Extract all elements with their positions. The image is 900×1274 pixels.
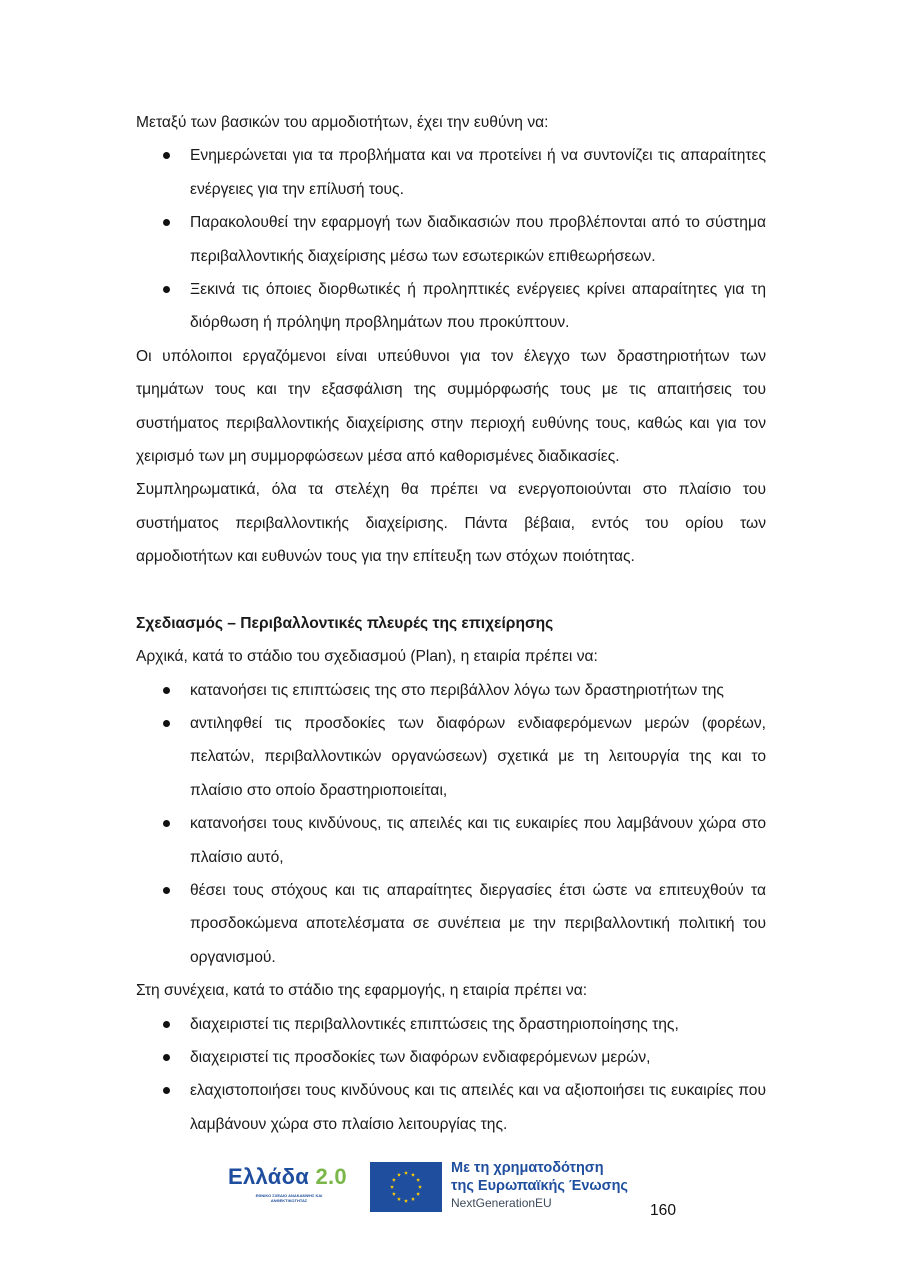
intro-line: Μεταξύ των βασικών του αρμοδιοτήτων, έχει την ευθύνη να:	[136, 114, 549, 131]
do-list	[136, 1008, 766, 1142]
list-item-text: Παρακολουθεί την εφαρμογή των διαδικασιών που προβλέπονται από το σύστημα περιβαλλοντικής διαχείρισης μέσω των εσωτερικών επιθεωρήσεων.	[190, 214, 766, 265]
list-item	[136, 674, 766, 707]
list-item-text: Ενημερώνεται για τα προβλήματα και να προτείνει ή να συντονίζει τις απαραίτητες ενέργειες για την επίλυσή τους.	[190, 147, 766, 198]
bullet-icon	[163, 720, 170, 727]
eu-flag-background	[370, 1162, 442, 1212]
list-item-text: αντιληφθεί τις προσδοκίες των διαφόρων ενδιαφερόμενων μερών (φορέων, πελατών, περιβαλλοντικών οργανώσεων) σχετικά με τη λειτουργία της και το πλαίσιο στο οποίο δραστηριοποιείται,	[190, 714, 766, 799]
list-item-text: ελαχιστοποιήσει τους κινδύνους και τις απειλές και να αξιοποιήσει τις ευκαιρίες που λαμβάνουν χώρα στο πλαίσιο λειτουργίας της.	[190, 1082, 766, 1133]
bullet-icon	[163, 820, 170, 827]
eu-funding-label	[451, 1160, 628, 1211]
bullet-icon	[163, 286, 170, 293]
page-footer	[0, 1158, 900, 1228]
list-item	[136, 1041, 766, 1074]
list-item-text: διαχειριστεί τις προσδοκίες των διαφόρων ενδιαφερόμενων μερών,	[190, 1048, 651, 1066]
list-item	[136, 139, 766, 206]
next-generation-eu-label: NextGenerationEU	[451, 1196, 552, 1210]
bullet-icon	[163, 152, 170, 159]
paragraph-complement: Συμπληρωματικά, όλα τα στελέχη θα πρέπει να ενεργοποιούνται στο πλαίσιο του συστήματος περιβαλλοντικής διαχείρισης. Πάντα βέβαια, εντός του ορίου των αρμοδιοτήτων και ευθυνών τους για την επίτευξη των στόχων ποιότητας.	[136, 481, 766, 566]
bullet-icon	[163, 887, 170, 894]
greece-logo-title	[228, 1164, 347, 1190]
bullet-icon	[163, 1054, 170, 1061]
list-item	[136, 807, 766, 874]
paragraph-employees: Οι υπόλοιποι εργαζόμενοι είναι υπεύθυνοι για τον έλεγχο των δραστηριοτήτων των τμημάτων τους και την εξασφάλιση της συμμόρφωσής τους με τις απαιτήσεις του συστήματος περιβαλλοντικής διαχείρισης στην περιοχή ευθύνης τους, καθώς και για τον χειρισμό των μη συμμορφώσεων μέσα από καθορισμένες διαδικασίες.	[136, 347, 766, 466]
list-item	[136, 273, 766, 340]
list-item-text: κατανοήσει τις επιπτώσεις της στο περιβάλλον λόγω των δραστηριοτήτων της	[190, 681, 724, 699]
plan-intro: Αρχικά, κατά το στάδιο του σχεδιασμού (Plan), η εταιρία πρέπει να:	[136, 648, 598, 666]
eu-funding-line2: της Ευρωπαϊκής Ένωσης	[451, 1177, 628, 1194]
greece-2-0-logo	[228, 1164, 352, 1212]
list-item-text: Ξεκινά τις όποιες διορθωτικές ή προληπτικές ενέργειες κρίνει απαραίτητες για τη διόρθωση ή πρόληψη προβλημάτων που προκύπτουν.	[190, 281, 766, 332]
do-intro: Στη συνέχεια, κατά το στάδιο της εφαρμογής, η εταιρία πρέπει να:	[136, 982, 588, 1000]
list-item	[136, 1008, 766, 1041]
list-item	[136, 206, 766, 273]
bullet-icon	[163, 219, 170, 226]
list-item-text: κατανοήσει τους κινδύνους, τις απειλές και τις ευκαιρίες που λαμβάνουν χώρα στο πλαίσιο αυτό,	[190, 815, 766, 866]
plan-list	[136, 674, 766, 975]
list-item-text: διαχειριστεί τις περιβαλλοντικές επιπτώσεις της δραστηριοποίησης της,	[190, 1015, 679, 1033]
page-number: 160	[650, 1202, 677, 1219]
responsibilities-list	[136, 139, 766, 339]
bullet-icon	[163, 1021, 170, 1028]
document-body	[136, 106, 766, 1141]
list-item	[136, 874, 766, 974]
list-item	[136, 707, 766, 807]
greece-logo-version: 2.0	[315, 1164, 347, 1189]
greece-logo-subtitle: ΕΘΝΙΚΟ ΣΧΕΔΙΟ ΑΝΑΚΑΜΨΗΣ ΚΑΙ ΑΝΘΕΚΤΙΚΟΤΗΤΑΣ	[255, 1193, 323, 1203]
bullet-icon	[163, 687, 170, 694]
list-item	[136, 1074, 766, 1141]
bullet-icon	[163, 1087, 170, 1094]
greece-logo-main: Ελλάδα	[228, 1164, 316, 1189]
eu-funding-line1: Με τη χρηματοδότηση	[451, 1160, 604, 1176]
eu-flag-icon	[370, 1162, 442, 1212]
section-heading: Σχεδιασμός – Περιβαλλοντικές πλευρές της επιχείρησης	[136, 614, 554, 632]
list-item-text: θέσει τους στόχους και τις απαραίτητες διεργασίες έτσι ώστε να επιτευχθούν τα προσδοκώμενα αποτελέσματα σε συνέπεια με την περιβαλλοντική πολιτική του οργανισμού.	[190, 881, 766, 966]
